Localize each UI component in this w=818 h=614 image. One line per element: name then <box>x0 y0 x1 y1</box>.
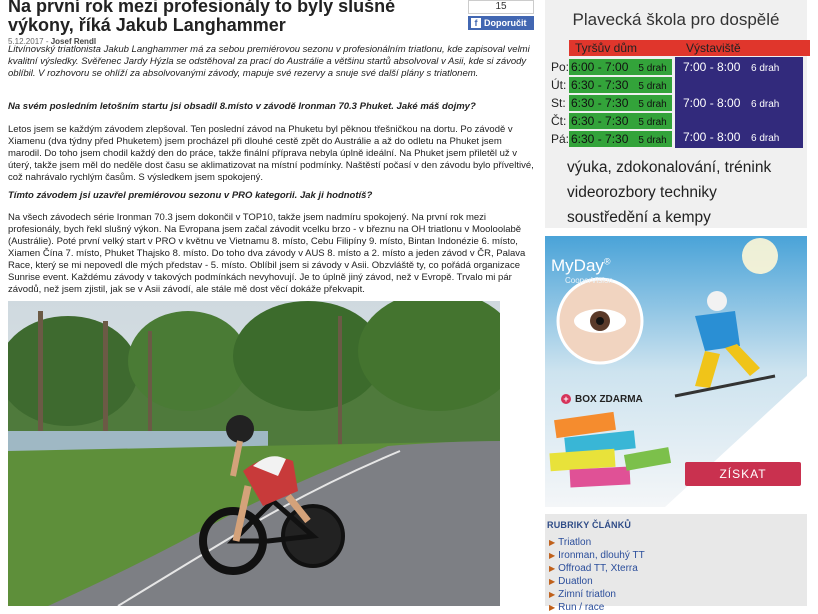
facebook-like-button[interactable] <box>468 16 534 30</box>
like-count: 15 <box>468 0 534 14</box>
article-photo <box>8 301 500 606</box>
swim-school-description: výuka, zdokonalování, trénink videorozbory techniky soustředění a kempy <box>567 159 772 226</box>
facebook-like-widget[interactable] <box>468 0 534 30</box>
interview-answer-2: Na všech závodech série Ironman 70.3 jsem dokončil v TOP10, takže jsem nadmíru spokojený. Na první rok mezi profesionály, bych řekl slušný výkon. Na Evropana jsem začal závodit vcelku brzo - v březnu na OH triatlonu v Mooloolabě (Austrálie). Poté první velký start v PRO v květnu ve Vietnamu 8. místo, Cebu Filipíny 9. místo, Bintan Indonézie 6. místo, Xiamen Čína 7. místo, Phuket Thajsko 8. místo. Do toho dva závody v AUS 8. místo a 2. místo a jeden závod v ČR, Palava Race, který se mi nepovedl dle mých představ - 5. místo. Oblíbil jsem si závody v Asii. Obzvláště ty, co pořádá organizace Sunrise event. Každému závody v takových podmínkách nevyhovují. Je to úplně jiný závod, než v Evropě. Trvalo mi pár závodů, než jsem zjistil, jak se v Asii závodí, ale stále mě dost věcí dokáže překvapit. <box>8 212 526 295</box>
tyrs-slot-st: 6:30 - 7:30 5 drah <box>569 95 672 111</box>
venue-vystaviste: Výstaviště <box>678 40 810 56</box>
arrow-right-icon: ▶ <box>549 603 556 612</box>
article-meta: 5.12.2017 - Josef Rendl <box>8 37 97 46</box>
category-link-ironman[interactable]: ▶ Ironman, dlouhý TT <box>549 550 645 561</box>
category-link-zimni-triatlon[interactable]: ▶ Zimní triatlon <box>549 589 616 600</box>
category-link-run-race[interactable]: ▶ Run / race <box>549 602 605 613</box>
vystaviste-slot-po: 7:00 - 8:00 6 drah <box>675 57 803 91</box>
cyclist-photo <box>8 301 500 606</box>
ad-box-label: + BOX ZDARMA <box>561 394 643 405</box>
article-perex: Litvínovský triatlonista Jakub Langhammer má za sebou premiérovou sezonu v profesionálním triatlonu, kde zapisoval velmi kvalitní výsledky. Svěřenec Jardy Hýzla se odstěhoval za prací do Austrálie a většinu startů absolvoval v Asii, kde si závody oblíbil. V rozhovoru se ohlíží za absolvovanými závody, mapuje své rezervy a snuje své další plány s triatlonem. <box>8 44 530 79</box>
day-po: Po: <box>551 60 570 74</box>
day-ut: Út: <box>551 78 567 92</box>
article-author: Josef Rendl <box>50 37 97 46</box>
arrow-right-icon: ▶ <box>549 538 556 547</box>
category-link-duatlon[interactable]: ▶ Duatlon <box>549 576 593 587</box>
categories-box <box>545 514 807 613</box>
arrow-right-icon: ▶ <box>549 577 556 586</box>
tyrs-slot-pa: 6:30 - 7:30 5 drah <box>569 131 672 147</box>
swim-school-title: Plavecká škola pro dospělé <box>572 10 780 29</box>
interview-question-2: Tímto závodem jsi uzavřel premiérovou sezonu v PRO kategorii. Jak ji hodnotíš? <box>8 190 373 201</box>
article-title: Na první rok mezi profesionály to byly slušné výkony, říká Jakub Langhammer <box>8 0 396 35</box>
tyrs-slot-ct: 6:30 - 7:30 5 drah <box>569 113 672 129</box>
swim-school-box[interactable] <box>545 0 807 228</box>
arrow-right-icon: ▶ <box>549 551 556 560</box>
vystaviste-slot-st: 7:00 - 8:00 6 drah <box>675 91 803 124</box>
interview-answer-1: Letos jsem se každým závodem zlepšoval. Ten poslední závod na Phuketu byl pěknou třešničkou na dortu. Po závodě v Xiamenu (dva týdny před Phuketem) jsem procházel při dlouhé cestě zpět do Austrálie a až do odletu na Phuket jsem marodil. Do toho jsem chodil každý den do práce, takže finální příprava nebyla úplně ideální. Na Phuket jsem přiletěl už v úterý, takže jsem měl do neděle dost času se aklimatizovat na místní podmínky. Naštěstí počasí v den závodu bylo příveltivé, což nahrávalo rychlým časům. S výsledkem jsem spokojený. <box>8 124 534 183</box>
arrow-right-icon: ▶ <box>549 564 556 573</box>
tyrs-slot-po: 6:00 - 7:00 5 drah <box>569 59 672 75</box>
day-st: St: <box>551 96 566 110</box>
category-link-triatlon[interactable]: ▶ Triatlon <box>549 537 592 548</box>
interview-question-1: Na svém posledním letošním startu jsi obsadil 8.místo v závodě Ironman 70.3 Phuket. Jaké máš dojmy? <box>8 101 476 112</box>
ad-maker: CooperVision <box>565 276 613 285</box>
article-date: 5.12.2017 <box>8 37 44 46</box>
plus-icon: + <box>561 394 571 404</box>
categories-title: RUBRIKY ČLÁNKŮ <box>547 520 632 530</box>
day-pa: Pá: <box>551 132 570 146</box>
vystaviste-slot-pa: 7:00 - 8:00 6 drah <box>675 124 803 148</box>
ad-cta-button[interactable]: ZÍSKAT <box>685 462 801 486</box>
day-ct: Čt: <box>551 114 567 128</box>
ad-brand: MyDay® <box>551 256 611 275</box>
facebook-icon: f <box>471 18 481 28</box>
categories-list <box>549 536 645 614</box>
myday-ad-banner[interactable] <box>545 236 807 507</box>
arrow-right-icon: ▶ <box>549 590 556 599</box>
tyrs-slot-ut: 6:30 - 7:30 5 drah <box>569 77 672 93</box>
venue-tyrsuv-dum: Tyršův dům <box>569 40 678 56</box>
like-label: Doporučit <box>484 18 527 28</box>
category-link-offroad[interactable]: ▶ Offroad TT, Xterra <box>549 563 638 574</box>
